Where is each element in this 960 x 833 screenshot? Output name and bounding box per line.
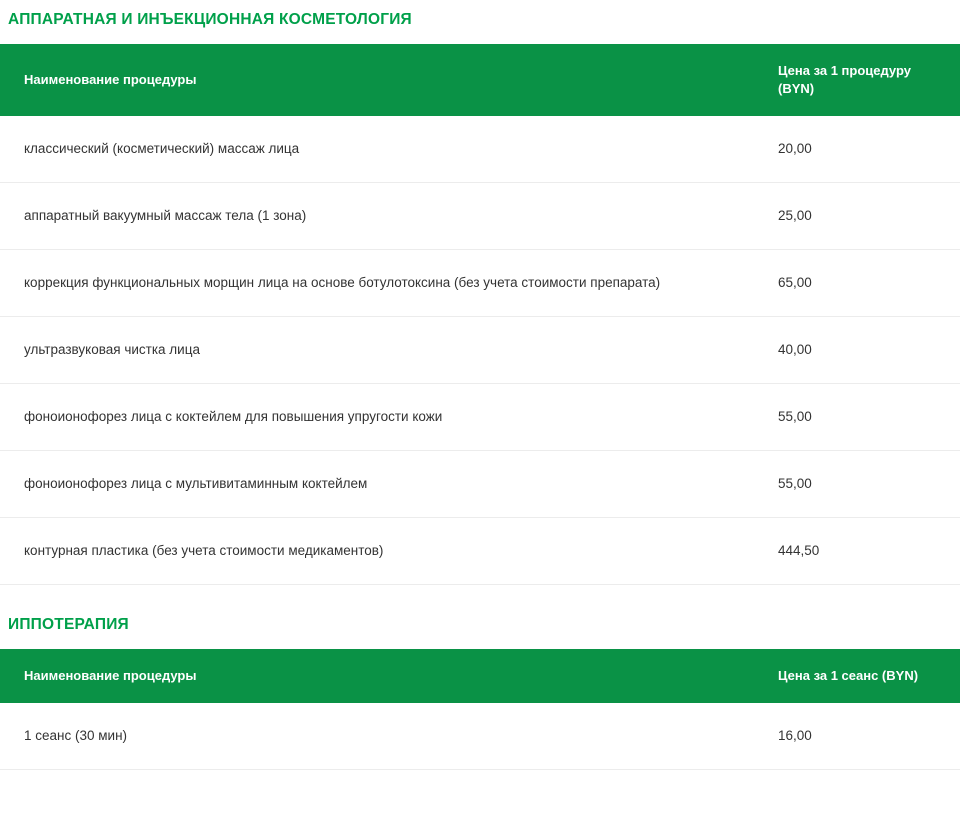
price-table-cosmetology bbox=[0, 44, 960, 585]
cell-procedure-name: 1 сеанс (30 мин) bbox=[0, 703, 748, 770]
column-header-price-line1: Цена за 1 сеанс (BYN) bbox=[778, 668, 919, 683]
table-row bbox=[0, 518, 960, 585]
cell-procedure-price: 55,00 bbox=[748, 451, 960, 518]
table-header-row bbox=[0, 44, 960, 116]
cell-procedure-price: 55,00 bbox=[748, 384, 960, 451]
cell-procedure-price: 16,00 bbox=[748, 703, 960, 770]
table-body bbox=[0, 116, 960, 585]
section-title: АППАРАТНАЯ И ИНЪЕКЦИОННАЯ КОСМЕТОЛОГИЯ bbox=[8, 11, 412, 28]
cell-procedure-price: 65,00 bbox=[748, 250, 960, 317]
column-header-price-line2: (BYN) bbox=[778, 81, 815, 96]
cell-procedure-name: коррекция функциональных морщин лица на основе ботулотоксина (без учета стоимости препарата) bbox=[0, 250, 748, 317]
section-spacer bbox=[0, 585, 960, 605]
section-hippotherapy bbox=[0, 605, 960, 770]
table-head bbox=[0, 649, 960, 703]
cell-procedure-name: фоноионофорез лица с коктейлем для повышения упругости кожи bbox=[0, 384, 748, 451]
table-body bbox=[0, 703, 960, 770]
cell-procedure-price: 40,00 bbox=[748, 317, 960, 384]
column-header-procedure-name: Наименование процедуры bbox=[0, 44, 748, 116]
table-row bbox=[0, 250, 960, 317]
table-row bbox=[0, 317, 960, 384]
column-header-price-line1: Цена за 1 процедуру bbox=[778, 63, 911, 78]
table-row bbox=[0, 703, 960, 770]
cell-procedure-name: классический (косметический) массаж лица bbox=[0, 116, 748, 183]
table-row bbox=[0, 451, 960, 518]
table-row bbox=[0, 116, 960, 183]
price-table-hippotherapy bbox=[0, 649, 960, 770]
column-header-price bbox=[748, 44, 960, 116]
column-header-procedure-name: Наименование процедуры bbox=[0, 649, 748, 703]
cell-procedure-price: 444,50 bbox=[748, 518, 960, 585]
cell-procedure-price: 20,00 bbox=[748, 116, 960, 183]
cell-procedure-name: контурная пластика (без учета стоимости медикаментов) bbox=[0, 518, 748, 585]
section-title: ИППОТЕРАПИЯ bbox=[8, 616, 129, 633]
table-header-row bbox=[0, 649, 960, 703]
table-head bbox=[0, 44, 960, 116]
cell-procedure-price: 25,00 bbox=[748, 183, 960, 250]
cell-procedure-name: ультразвуковая чистка лица bbox=[0, 317, 748, 384]
column-header-price bbox=[748, 649, 960, 703]
table-row bbox=[0, 384, 960, 451]
cell-procedure-name: фоноионофорез лица с мультивитаминным коктейлем bbox=[0, 451, 748, 518]
table-row bbox=[0, 183, 960, 250]
cell-procedure-name: аппаратный вакуумный массаж тела (1 зона) bbox=[0, 183, 748, 250]
